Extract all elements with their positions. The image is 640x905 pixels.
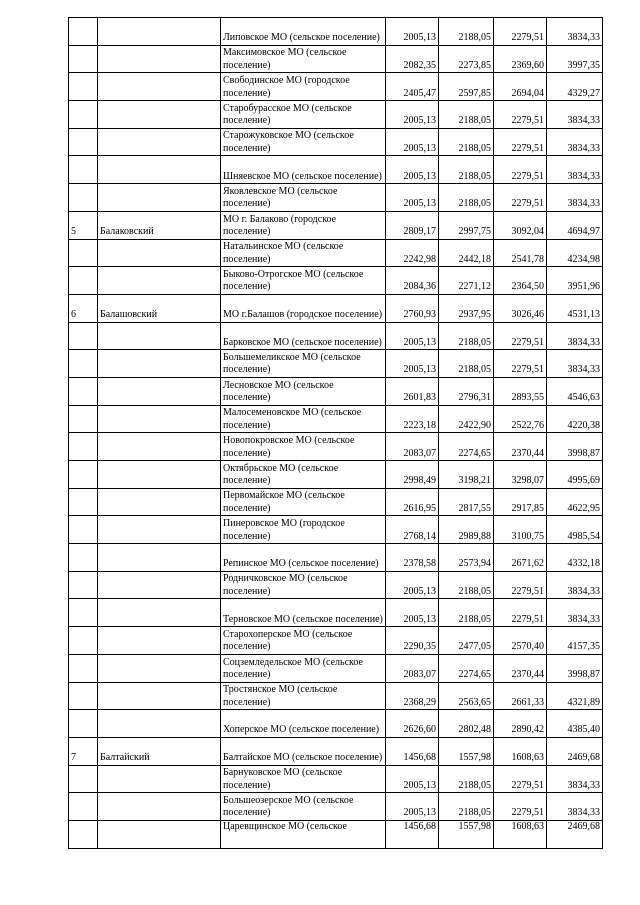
district-cell: Балтайский — [98, 737, 221, 765]
value-cell: 2279,51 — [494, 350, 547, 378]
row-number-cell — [69, 654, 98, 682]
table-row — [69, 516, 603, 544]
value-cell: 2274,65 — [439, 654, 494, 682]
value-cell: 3834,33 — [547, 765, 603, 793]
value-cell: 2188,05 — [439, 156, 494, 184]
district-cell — [98, 156, 221, 184]
municipality-name-cell: Соцземледельское МО (сельское поселение) — [221, 654, 386, 682]
table-row — [69, 101, 603, 129]
district-cell: Балашовский — [98, 294, 221, 322]
value-cell: 4995,69 — [547, 461, 603, 489]
value-cell: 2661,33 — [494, 682, 547, 710]
table-row — [69, 211, 603, 239]
value-cell: 2760,93 — [386, 294, 439, 322]
table-row — [69, 488, 603, 516]
table-row — [69, 544, 603, 572]
value-cell: 2005,13 — [386, 599, 439, 627]
value-cell: 2477,05 — [439, 627, 494, 655]
district-cell — [98, 516, 221, 544]
value-cell: 2188,05 — [439, 128, 494, 156]
value-cell: 3092,04 — [494, 211, 547, 239]
municipality-name-cell: Лесновское МО (сельское поселение) — [221, 377, 386, 405]
table-row — [69, 599, 603, 627]
value-cell: 4157,35 — [547, 627, 603, 655]
value-cell: 2274,65 — [439, 433, 494, 461]
tariff-table — [68, 17, 603, 849]
value-cell: 2893,55 — [494, 377, 547, 405]
value-cell: 2469,68 — [547, 820, 603, 848]
value-cell: 4531,13 — [547, 294, 603, 322]
value-cell: 2279,51 — [494, 322, 547, 350]
value-cell: 2469,68 — [547, 737, 603, 765]
row-number-cell — [69, 73, 98, 101]
value-cell: 2671,62 — [494, 544, 547, 572]
district-cell — [98, 820, 221, 848]
row-number-cell: 7 — [69, 737, 98, 765]
table-row — [69, 350, 603, 378]
value-cell: 2083,07 — [386, 433, 439, 461]
district-cell — [98, 267, 221, 295]
municipality-name-cell: Яковлевское МО (сельское поселение) — [221, 184, 386, 212]
table-body — [69, 18, 603, 849]
district-cell — [98, 101, 221, 129]
value-cell: 2005,13 — [386, 18, 439, 46]
row-number-cell — [69, 544, 98, 572]
value-cell: 3834,33 — [547, 599, 603, 627]
row-number-cell — [69, 18, 98, 46]
row-number-cell — [69, 710, 98, 738]
value-cell: 2084,36 — [386, 267, 439, 295]
value-cell: 2242,98 — [386, 239, 439, 267]
table-row — [69, 710, 603, 738]
row-number-cell — [69, 793, 98, 821]
municipality-name-cell: Первомайское МО (сельское поселение) — [221, 488, 386, 516]
value-cell: 2370,44 — [494, 654, 547, 682]
value-cell: 2188,05 — [439, 765, 494, 793]
value-cell: 2809,17 — [386, 211, 439, 239]
district-cell — [98, 73, 221, 101]
table-row — [69, 377, 603, 405]
value-cell: 4385,40 — [547, 710, 603, 738]
municipality-name-cell: Малосеменовское МО (сельское поселение) — [221, 405, 386, 433]
value-cell: 2188,05 — [439, 571, 494, 599]
value-cell: 2817,55 — [439, 488, 494, 516]
district-cell — [98, 350, 221, 378]
value-cell: 3834,33 — [547, 793, 603, 821]
municipality-name-cell: Шняевское МО (сельское поселение) — [221, 156, 386, 184]
value-cell: 2597,85 — [439, 73, 494, 101]
row-number-cell — [69, 239, 98, 267]
district-cell — [98, 544, 221, 572]
table-row — [69, 654, 603, 682]
value-cell: 3834,33 — [547, 322, 603, 350]
municipality-name-cell: МО г. Балаково (городское поселение) — [221, 211, 386, 239]
value-cell: 3834,33 — [547, 156, 603, 184]
row-number-cell — [69, 128, 98, 156]
municipality-name-cell: Большеозерское МО (сельское поселение) — [221, 793, 386, 821]
value-cell: 2279,51 — [494, 101, 547, 129]
value-cell: 4622,95 — [547, 488, 603, 516]
district-cell — [98, 184, 221, 212]
value-cell: 2188,05 — [439, 350, 494, 378]
municipality-name-cell: Новопокровское МО (сельское поселение) — [221, 433, 386, 461]
value-cell: 3834,33 — [547, 101, 603, 129]
table-row — [69, 128, 603, 156]
value-cell: 3834,33 — [547, 350, 603, 378]
value-cell: 2290,35 — [386, 627, 439, 655]
municipality-name-cell: Родничковское МО (сельское поселение) — [221, 571, 386, 599]
row-number-cell — [69, 571, 98, 599]
district-cell — [98, 45, 221, 73]
value-cell: 2188,05 — [439, 793, 494, 821]
value-cell: 1608,63 — [494, 737, 547, 765]
table-row — [69, 156, 603, 184]
municipality-name-cell: Старобурасское МО (сельское поселение) — [221, 101, 386, 129]
district-cell — [98, 18, 221, 46]
district-cell — [98, 599, 221, 627]
value-cell: 2271,12 — [439, 267, 494, 295]
value-cell: 1557,98 — [439, 737, 494, 765]
value-cell: 2279,51 — [494, 156, 547, 184]
district-cell — [98, 377, 221, 405]
value-cell: 2005,13 — [386, 571, 439, 599]
value-cell: 4546,63 — [547, 377, 603, 405]
municipality-name-cell: Хоперское МО (сельское поселение) — [221, 710, 386, 738]
value-cell: 2998,49 — [386, 461, 439, 489]
municipality-name-cell: Пинеровское МО (городское поселение) — [221, 516, 386, 544]
value-cell: 2563,65 — [439, 682, 494, 710]
district-cell — [98, 488, 221, 516]
district-cell — [98, 433, 221, 461]
table-row — [69, 765, 603, 793]
value-cell: 2768,14 — [386, 516, 439, 544]
value-cell: 2369,60 — [494, 45, 547, 73]
municipality-name-cell: Старожуковское МО (сельское поселение) — [221, 128, 386, 156]
municipality-name-cell: Большемеликское МО (сельское поселение) — [221, 350, 386, 378]
value-cell: 2005,13 — [386, 156, 439, 184]
value-cell: 2005,13 — [386, 128, 439, 156]
table-row — [69, 461, 603, 489]
municipality-name-cell: Тростянское МО (сельское поселение) — [221, 682, 386, 710]
table-row — [69, 322, 603, 350]
district-cell — [98, 654, 221, 682]
row-number-cell — [69, 101, 98, 129]
value-cell: 4220,38 — [547, 405, 603, 433]
table-row — [69, 267, 603, 295]
municipality-name-cell: Терновское МО (сельское поселение) — [221, 599, 386, 627]
value-cell: 2188,05 — [439, 101, 494, 129]
value-cell: 3998,87 — [547, 433, 603, 461]
value-cell: 4329,27 — [547, 73, 603, 101]
value-cell: 2364,50 — [494, 267, 547, 295]
district-cell — [98, 128, 221, 156]
value-cell: 3997,35 — [547, 45, 603, 73]
table-row — [69, 73, 603, 101]
value-cell: 2616,95 — [386, 488, 439, 516]
value-cell: 2989,88 — [439, 516, 494, 544]
municipality-name-cell: Быково-Отрогское МО (сельское поселение) — [221, 267, 386, 295]
municipality-name-cell: Октябрьское МО (сельское поселение) — [221, 461, 386, 489]
value-cell: 2279,51 — [494, 184, 547, 212]
municipality-name-cell: Натальинское МО (сельское поселение) — [221, 239, 386, 267]
row-number-cell — [69, 322, 98, 350]
value-cell: 2273,85 — [439, 45, 494, 73]
table-row — [69, 571, 603, 599]
value-cell: 3198,21 — [439, 461, 494, 489]
value-cell: 3998,87 — [547, 654, 603, 682]
value-cell: 2601,83 — [386, 377, 439, 405]
value-cell: 3834,33 — [547, 18, 603, 46]
table-row — [69, 239, 603, 267]
municipality-name-cell: Липовское МО (сельское поселение) — [221, 18, 386, 46]
value-cell: 2522,76 — [494, 405, 547, 433]
value-cell: 2223,18 — [386, 405, 439, 433]
value-cell: 3026,46 — [494, 294, 547, 322]
row-number-cell — [69, 599, 98, 627]
value-cell: 2188,05 — [439, 184, 494, 212]
municipality-name-cell: МО г.Балашов (городское поселение) — [221, 294, 386, 322]
row-number-cell — [69, 45, 98, 73]
row-number-cell — [69, 350, 98, 378]
value-cell: 2005,13 — [386, 350, 439, 378]
value-cell: 2370,44 — [494, 433, 547, 461]
value-cell: 2541,78 — [494, 239, 547, 267]
value-cell: 3100,75 — [494, 516, 547, 544]
table-row — [69, 45, 603, 73]
table-row — [69, 184, 603, 212]
row-number-cell: 6 — [69, 294, 98, 322]
municipality-name-cell: Царевщинское МО (сельское — [221, 820, 386, 848]
table-row — [69, 682, 603, 710]
district-cell — [98, 793, 221, 821]
table-row — [69, 405, 603, 433]
value-cell: 2188,05 — [439, 18, 494, 46]
row-number-cell — [69, 184, 98, 212]
value-cell: 2378,58 — [386, 544, 439, 572]
table-row — [69, 18, 603, 46]
value-cell: 4694,97 — [547, 211, 603, 239]
row-number-cell — [69, 627, 98, 655]
row-number-cell — [69, 433, 98, 461]
value-cell: 2005,13 — [386, 322, 439, 350]
table-row — [69, 820, 603, 848]
value-cell: 2005,13 — [386, 184, 439, 212]
municipality-name-cell: Барковское МО (сельское поселение) — [221, 322, 386, 350]
value-cell: 2083,07 — [386, 654, 439, 682]
table-row — [69, 793, 603, 821]
value-cell: 2997,75 — [439, 211, 494, 239]
value-cell: 2005,13 — [386, 765, 439, 793]
district-cell — [98, 405, 221, 433]
value-cell: 2694,04 — [494, 73, 547, 101]
value-cell: 1608,63 — [494, 820, 547, 848]
district-cell — [98, 710, 221, 738]
value-cell: 2188,05 — [439, 599, 494, 627]
value-cell: 4321,89 — [547, 682, 603, 710]
value-cell: 4332,18 — [547, 544, 603, 572]
value-cell: 2279,51 — [494, 765, 547, 793]
row-number-cell — [69, 765, 98, 793]
value-cell: 3298,07 — [494, 461, 547, 489]
value-cell: 3834,33 — [547, 128, 603, 156]
value-cell: 2005,13 — [386, 793, 439, 821]
value-cell: 2188,05 — [439, 322, 494, 350]
row-number-cell: 5 — [69, 211, 98, 239]
value-cell: 2279,51 — [494, 128, 547, 156]
municipality-name-cell: Старохоперское МО (сельское поселение) — [221, 627, 386, 655]
row-number-cell — [69, 682, 98, 710]
row-number-cell — [69, 405, 98, 433]
value-cell: 2279,51 — [494, 599, 547, 627]
value-cell: 2082,35 — [386, 45, 439, 73]
value-cell: 2917,85 — [494, 488, 547, 516]
value-cell: 2279,51 — [494, 18, 547, 46]
table-row — [69, 737, 603, 765]
table-row — [69, 294, 603, 322]
municipality-name-cell: Репинское МО (сельское поселение) — [221, 544, 386, 572]
value-cell: 2005,13 — [386, 101, 439, 129]
municipality-name-cell: Балтайское МО (сельское поселение) — [221, 737, 386, 765]
value-cell: 2937,95 — [439, 294, 494, 322]
value-cell: 2626,60 — [386, 710, 439, 738]
value-cell: 2405,47 — [386, 73, 439, 101]
district-cell — [98, 461, 221, 489]
table-row — [69, 433, 603, 461]
value-cell: 2796,31 — [439, 377, 494, 405]
value-cell: 2573,94 — [439, 544, 494, 572]
district-cell — [98, 239, 221, 267]
district-cell — [98, 571, 221, 599]
value-cell: 2422,90 — [439, 405, 494, 433]
municipality-name-cell: Барнуковское МО (сельское поселение) — [221, 765, 386, 793]
district-cell: Балаковский — [98, 211, 221, 239]
value-cell: 3951,96 — [547, 267, 603, 295]
district-cell — [98, 765, 221, 793]
value-cell: 2368,29 — [386, 682, 439, 710]
value-cell: 3834,33 — [547, 184, 603, 212]
value-cell: 2279,51 — [494, 571, 547, 599]
value-cell: 1456,68 — [386, 820, 439, 848]
value-cell: 2442,18 — [439, 239, 494, 267]
value-cell: 4985,54 — [547, 516, 603, 544]
value-cell: 2890,42 — [494, 710, 547, 738]
municipality-name-cell: Свободинское МО (городское поселение) — [221, 73, 386, 101]
municipality-name-cell: Максимовское МО (сельское поселение) — [221, 45, 386, 73]
value-cell: 4234,98 — [547, 239, 603, 267]
row-number-cell — [69, 488, 98, 516]
row-number-cell — [69, 461, 98, 489]
value-cell: 1557,98 — [439, 820, 494, 848]
row-number-cell — [69, 156, 98, 184]
district-cell — [98, 682, 221, 710]
value-cell: 1456,68 — [386, 737, 439, 765]
value-cell: 2802,48 — [439, 710, 494, 738]
value-cell: 3834,33 — [547, 571, 603, 599]
row-number-cell — [69, 820, 98, 848]
value-cell: 2279,51 — [494, 793, 547, 821]
value-cell: 2570,40 — [494, 627, 547, 655]
row-number-cell — [69, 267, 98, 295]
district-cell — [98, 627, 221, 655]
row-number-cell — [69, 516, 98, 544]
district-cell — [98, 322, 221, 350]
table-row — [69, 627, 603, 655]
row-number-cell — [69, 377, 98, 405]
